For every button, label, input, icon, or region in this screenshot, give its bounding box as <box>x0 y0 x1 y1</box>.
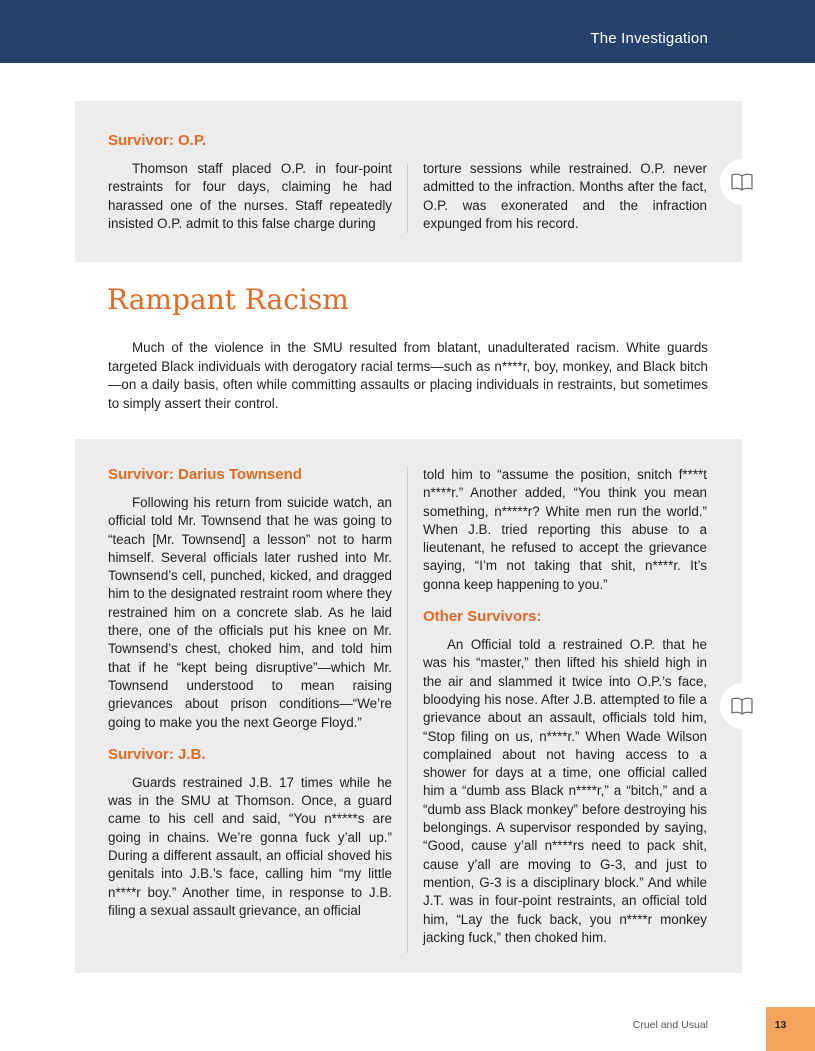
footer-publication-title: Cruel and Usual <box>632 1019 708 1031</box>
survivors-box <box>75 439 742 973</box>
book-icon <box>731 172 753 192</box>
side-tab-2[interactable] <box>720 683 766 729</box>
other-survivors-text: An Official told a restrained O.P. that he was his “master,” then lifted his shield high in the air and slammed it twice into O.P.’s face, bloodying his nose. After J.B. attempted to file a grievance about an assault, officials told him, “Stop filing on us, n****r.” When Wade Wilson complained about not having access to a shower for days at a time, one official called him a “dumb ass Black n****r,” a “bitch,” and a “dumb ass Black monkey” before destroying his belongings. A supervisor responded by saying, “Good, cause y’all n****rs need to pack shit, cause y’all are moving to G-3, and just to mention, G-3 is a disciplinary block.” And while J.T. was in four-point restraints, an official told him, “Lay the fuck back, you n****r monkey jacking fuck,” then choked him. <box>423 637 707 945</box>
survivor-op-text-1: Thomson staff placed O.P. in four-point restraints for four days, claiming he had harassed one of the nurses. Staff repeatedly insisted O.P. admit to this false charge during <box>108 161 392 231</box>
survivors-column-right <box>423 466 707 947</box>
survivor-op-column-left <box>108 132 392 233</box>
book-icon <box>731 696 753 716</box>
side-tab-1[interactable] <box>720 159 766 205</box>
survivor-townsend-heading: Survivor: Darius Townsend <box>108 466 302 483</box>
survivor-jb-text: Guards restrained J.B. 17 times while he was in the SMU at Thomson. Once, a guard came to his cell and said, “You n*****s are going in chains. We’re gonna fuck y’all up.” During a different assault, an official shoved his genitals into J.B.’s face, calling him “my little n****r boy.” Another time, in response to J.B. filing a sexual assault grievance, an official <box>108 774 392 918</box>
survivors-column-left <box>108 466 392 920</box>
section-intro-paragraph: Much of the violence in the SMU resulted from blatant, unadulterated racism. White guards targeted Black individuals with derogatory racial terms—such as n****r, boy, monkey, and Black bitch—on a daily basis, often while committing assaults or placing individuals in restraints, but sometimes to simply assert their control. <box>108 340 708 411</box>
page-number: 13 <box>774 1019 787 1031</box>
other-survivors-heading: Other Survivors: <box>423 608 542 626</box>
column-divider <box>407 164 408 233</box>
section-heading: Rampant Racism <box>107 283 349 316</box>
survivor-op-heading: Survivor: O.P. <box>108 132 207 149</box>
survivor-op-box <box>75 101 742 262</box>
header-bar <box>0 0 815 63</box>
survivor-jb-text-continued: told him to “assume the position, snitch f****t n****r.” Another added, “You think you mean something, n*****r? White men run the world.” When J.B. tried reporting this abuse to a lieutenant, he refused to accept the grievance saying, “I’m not taking that shit, n****r. It’s gonna keep happening to you.” <box>423 467 707 592</box>
column-divider <box>407 467 408 953</box>
survivor-jb-heading: Survivor: J.B. <box>108 745 206 763</box>
survivor-townsend-text: Following his return from suicide watch, an official told Mr. Townsend that he was going to “teach [Mr. Townsend] a lesson” not to harm himself. Several officials later rushed into Mr. Townsend’s cell, punched, kicked, and dragged him to the designated restraint room where they restrained him on a concrete slab. As he laid there, one of the officials put his knee on Mr. Townsend’s chest, choked him, and told him that if he “kept being disruptive”—which Mr. Townsend understood to mean raising grievances about prison conditions—“We’re going to make you the next George Floyd.” <box>108 495 392 730</box>
survivor-op-text-2: torture sessions while restrained. O.P. never admitted to the infraction. Months after the fact, O.P. was exonerated and the infraction expunged from his record. <box>423 161 707 231</box>
page-number-tab <box>766 1007 815 1051</box>
running-header-title: The Investigation <box>590 30 708 47</box>
survivor-op-column-right <box>423 160 707 233</box>
